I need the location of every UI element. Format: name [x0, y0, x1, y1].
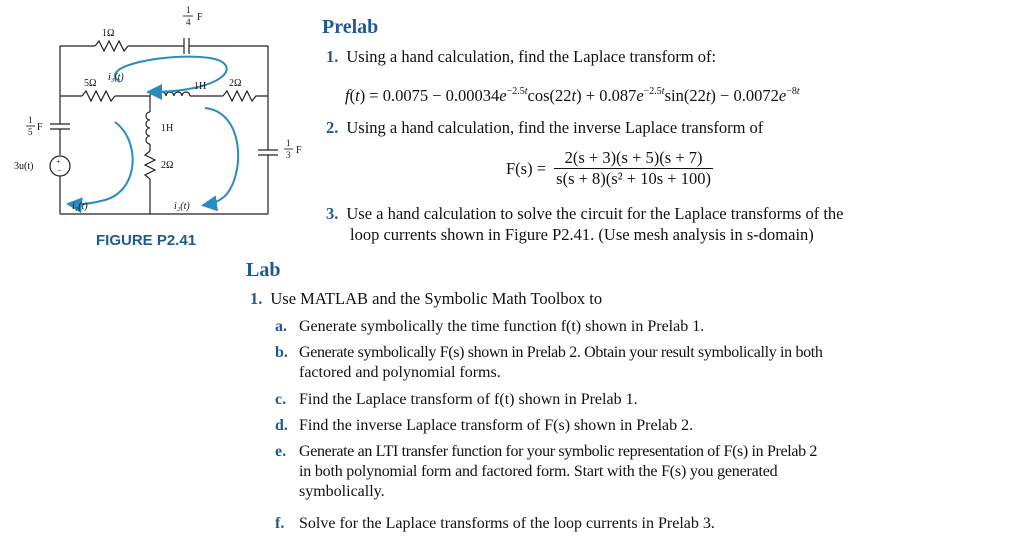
label-r-center: 2Ω — [161, 160, 174, 171]
prelab-item-2 — [326, 118, 763, 138]
label-cap-right-num: 1 — [286, 138, 291, 148]
laplace-equation-f-of-t: $f(t) = 0.0075 - 0.00034e^{-2.5t}\cos(22t) + 0.087e^{-2.5t}\sin(22t) - 0.0072e^{-8t}$ — [345, 86, 800, 105]
lab-item-1 — [250, 289, 602, 309]
equation-numerator: 2(s + 3)(s + 5)(s + 7) — [554, 148, 713, 169]
resistor-1ohm-symbol — [95, 41, 128, 51]
equation-denominator: s(s + 8)(s² + 10s + 100) — [556, 169, 711, 188]
lab-subitem-c-line: Find the Laplace transform of f(t) shown in Prelab 1. — [299, 391, 638, 408]
prelab-item-1 — [326, 47, 716, 67]
lab-subitem-f — [275, 514, 949, 534]
label-r-mid-left: 5Ω — [84, 78, 97, 89]
lab-subitem-d — [275, 416, 949, 436]
lab-subitem-e-line: symbolically. — [299, 483, 385, 500]
svg-text:−: − — [57, 166, 62, 175]
resistor-center-2ohm-symbol — [145, 151, 155, 179]
label-i1: i₁(t) — [72, 201, 88, 212]
mesh-i3-arrow — [115, 57, 227, 92]
lab-subitem-a-letter: a. — [275, 318, 287, 335]
lab-subitem-b — [275, 343, 949, 383]
lab-subitem-e-line: Generate an LTI transfer function for your symbolic representation of F(s) in Prelab 2 — [299, 443, 818, 460]
prelab-item-1-number: 1. — [326, 47, 339, 66]
lab-item-1-text: Use MATLAB and the Symbolic Math Toolbox to — [270, 289, 603, 308]
lab-subitem-e-line: in both polynomial form and factored form. Start with the F(s) you generated — [299, 463, 778, 480]
label-cap-left-num: 1 — [28, 115, 33, 125]
lab-subitem-a-line: Generate symbolically the time function f(t) shown in Prelab 1. — [299, 318, 705, 335]
equation-lhs: F(s) = — [506, 158, 547, 178]
label-cap-left-unit: F — [37, 122, 43, 133]
label-cap-right-unit: F — [296, 145, 302, 156]
label-i2: i₂(t) — [174, 201, 190, 212]
circuit-figure-p2-41 — [0, 0, 310, 230]
svg-text:+: + — [56, 157, 61, 166]
prelab-item-3 — [326, 204, 843, 224]
label-l-mid: 1H — [161, 123, 174, 134]
prelab-item-3-line-2: loop currents shown in Figure P2.41. (Use mesh analysis in s-domain) — [350, 225, 814, 244]
label-cap-left-den: 5 — [28, 127, 33, 137]
lab-subitem-d-line: Find the inverse Laplace transform of F(s) shown in Prelab 2. — [299, 417, 694, 434]
lab-subitem-e — [275, 442, 949, 502]
lab-subitem-c — [275, 390, 949, 410]
lab-subitem-a — [275, 317, 949, 337]
lab-subitem-b-line: factored and polynomial forms. — [299, 364, 501, 381]
label-r-mid-right: 2Ω — [229, 78, 242, 89]
resistor-5ohm-symbol — [82, 91, 115, 101]
prelab-item-1-text: Using a hand calculation, find the Laplace transform of: — [346, 47, 717, 66]
figure-caption: FIGURE P2.41 — [96, 232, 197, 249]
lab-subitem-e-letter: e. — [275, 443, 287, 460]
label-cap-right-den: 3 — [286, 150, 291, 160]
lab-subitem-c-letter: c. — [275, 391, 287, 408]
prelab-item-3-number: 3. — [326, 204, 339, 223]
prelab-item-3-continued — [350, 225, 814, 245]
resistor-2ohm-symbol — [223, 91, 268, 101]
mesh-i1-arrow — [70, 122, 133, 204]
label-cap-top-num: 1 — [186, 5, 191, 15]
prelab-item-2-number: 2. — [326, 118, 339, 137]
label-cap-top-unit: F — [197, 12, 203, 23]
lab-subitem-d-letter: d. — [275, 417, 288, 434]
inductor-mid-symbol — [146, 112, 150, 144]
mesh-i2-arrow — [205, 108, 238, 205]
equation-fraction — [554, 148, 713, 189]
inverse-laplace-equation — [506, 148, 713, 189]
lab-subitem-f-line: Solve for the Laplace transforms of the loop currents in Prelab 3. — [299, 515, 715, 532]
prelab-item-3-line-1: Use a hand calculation to solve the circuit for the Laplace transforms of the — [346, 204, 844, 223]
lab-heading: Lab — [246, 259, 281, 281]
label-source: 3u(t) — [14, 161, 34, 172]
lab-subitem-b-line: Generate symbolically F(s) shown in Prelab 2. Obtain your result symbolically in both — [299, 344, 823, 361]
label-cap-top-den: 4 — [186, 17, 191, 27]
label-l-top: 1H — [194, 81, 207, 92]
label-r-top: 1Ω — [102, 28, 115, 39]
lab-subitem-f-letter: f. — [275, 515, 285, 532]
lab-item-1-number: 1. — [250, 289, 263, 308]
prelab-heading: Prelab — [322, 16, 379, 38]
label-i3: i₃(t) — [108, 72, 124, 83]
lab-subitem-b-letter: b. — [275, 344, 288, 361]
prelab-item-2-text: Using a hand calculation, find the inverse Laplace transform of — [346, 118, 764, 137]
